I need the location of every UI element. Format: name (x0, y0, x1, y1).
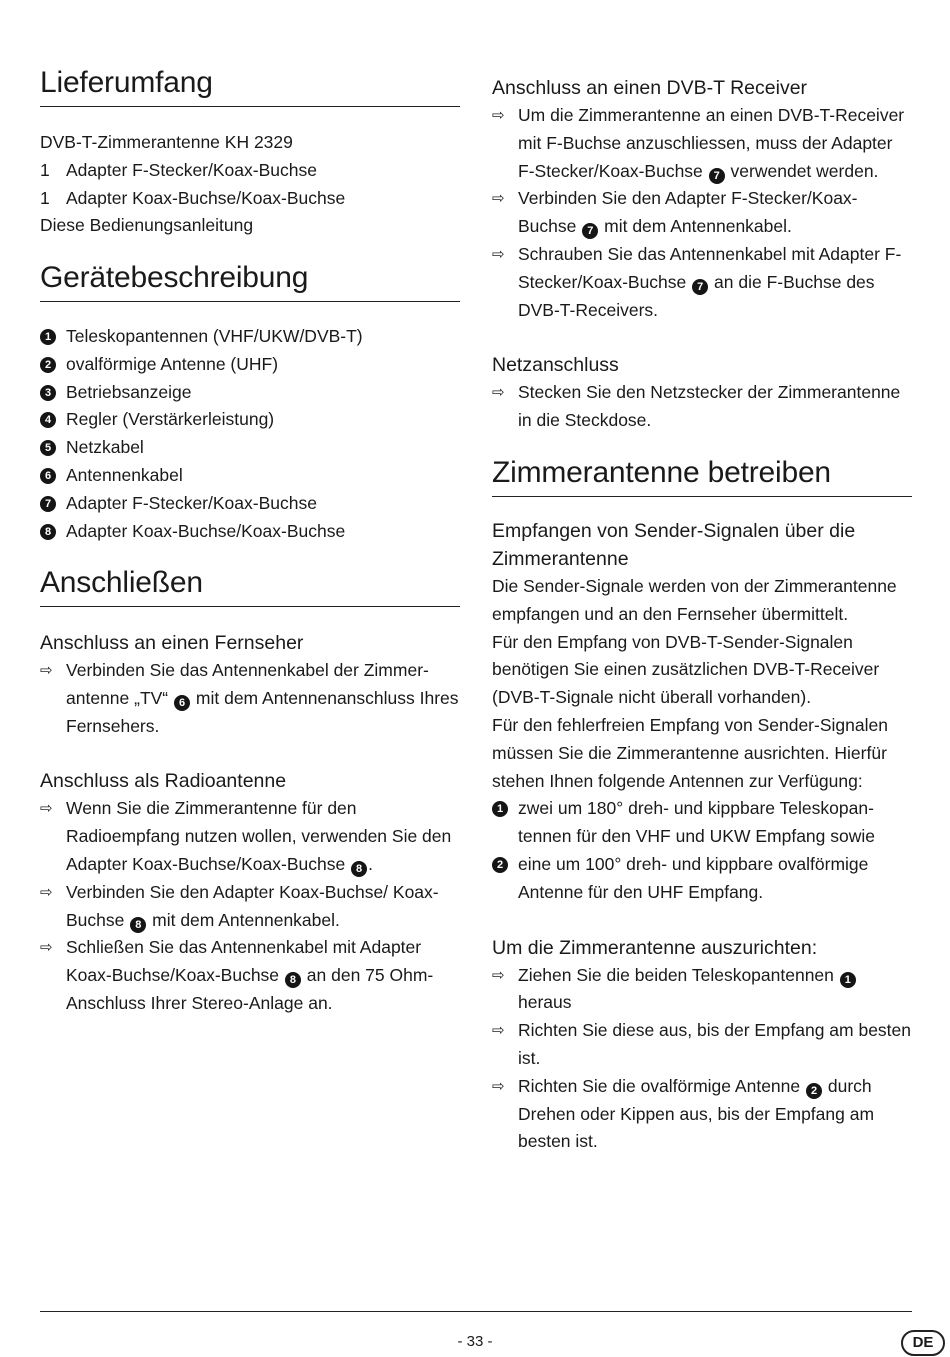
arrow-right-icon: ⇨ (492, 1022, 505, 1040)
list-item: 3 Betriebsanzeige (40, 379, 460, 407)
number-badge: 2 (40, 357, 56, 373)
paragraph: Die Sender-Signale werden von der Zimmerantenne empfangen und an den Fernseher übermittelt. (492, 576, 897, 624)
subheading-empfang: Empfangen von Sender-Signalen über die Zimmerantenne (492, 520, 856, 570)
number-badge: 8 (285, 972, 301, 988)
paragraph: Für den fehlerfreien Empfang von Sender-Signalen müssen Sie die Zimmerantenne ausrichten. Hierfür stehen Ihnen folgende Antennen zur Verfügung: (492, 714, 888, 791)
subheading-ausrichten: Um die Zimmerantenne auszurichten: (492, 936, 818, 959)
number-badge: 7 (40, 496, 56, 512)
list-item: 5 Netzkabel (40, 434, 460, 462)
arrow-right-icon: ⇨ (492, 107, 505, 124)
number-badge: 1 (840, 972, 856, 988)
list-item: 2 ovalförmige Antenne (UHF) (40, 351, 460, 379)
number-badge: 2 (492, 857, 508, 873)
arrow-right-icon: ⇨ (40, 939, 53, 957)
heading-lieferumfang: Lieferumfang (40, 66, 460, 107)
list-item: 6 Antennenkabel (40, 462, 460, 490)
number-badge: 6 (40, 468, 56, 484)
number-badge: 7 (692, 279, 708, 295)
heading-betreiben: Zimmerantenne betreiben (492, 456, 912, 497)
list-item: 8 Adapter Koax-Buchse/Koax-Buchse (40, 518, 460, 546)
instruction-step: ⇨ Schließen Sie das Antennenkabel mit Adapter Koax-Buchse/Koax-Buchse 8 an den 75 Ohm-Anschluss Ihrer Stereo-Anlage an. (40, 934, 460, 1017)
arrow-right-icon: ⇨ (40, 800, 53, 818)
scope-row: 1 Adapter Koax-Buchse/Koax-Buchse (40, 187, 346, 208)
arrow-right-icon: ⇨ (492, 245, 505, 263)
number-badge: 6 (174, 695, 190, 711)
instruction-step: ⇨ Verbinden Sie den Adapter Koax-Buchse/ Koax-Buchse 8 mit dem Antennenkabel. (40, 879, 460, 935)
list-item: 7 Adapter F-Stecker/Koax-Buchse (40, 490, 460, 518)
paragraph: Für den Empfang von DVB-T-Sender-Signalen benötigen Sie einen zusätzlichen DVB-T-Receiver (DVB-T-Signale nicht überall vorhanden). (492, 631, 880, 708)
number-badge: 7 (709, 168, 725, 184)
arrow-right-icon: ⇨ (40, 883, 53, 901)
section-betreiben (492, 456, 912, 1156)
section-lieferumfang (40, 66, 460, 240)
language-badge: DE (901, 1330, 945, 1356)
scope-line: DVB-T-Zimmerantenne KH 2329 (40, 132, 293, 152)
instruction-step: ⇨ Schrauben Sie das Antennenkabel mit Adapter F-Stecker/Koax-Buchse 7 an die F-Buchse des DVB-T-Receivers. (492, 241, 912, 324)
arrow-right-icon: ⇨ (40, 662, 53, 679)
instruction-step: ⇨ Richten Sie diese aus, bis der Empfang am besten ist. (492, 1017, 912, 1073)
arrow-right-icon: ⇨ (492, 1077, 505, 1095)
list-item: 1 Teleskopantennen (VHF/UKW/DVB-T) (40, 323, 460, 351)
instruction-step: ⇨ Ziehen Sie die beiden Teleskopantennen 1 heraus (492, 962, 912, 1018)
number-badge: 3 (40, 385, 56, 401)
section-dvbt (492, 74, 912, 324)
instruction-step: ⇨ Um die Zimmerantenne an einen DVB-T-Receiver mit F-Buchse anzuschliessen, muss der Adapter F-Stecker/Koax-Buchse 7 verwendet werden. (492, 102, 912, 185)
list-item: 4 Regler (Verstärkerleistung) (40, 406, 460, 434)
heading-anschliessen: Anschließen (40, 566, 460, 607)
number-badge: 4 (40, 412, 56, 428)
number-badge: 2 (806, 1083, 822, 1099)
subheading-netzanschluss: Netzanschluss (492, 354, 619, 376)
scope-row: 1 Adapter F-Stecker/Koax-Buchse (40, 159, 317, 180)
scope-line: Diese Bedienungsanleitung (40, 215, 254, 236)
arrow-right-icon: ⇨ (492, 966, 505, 984)
section-netzanschluss (492, 351, 912, 435)
section-geraetebeschreibung (40, 261, 460, 545)
instruction-step: ⇨ Stecken Sie den Netzstecker der Zimmerantenne in die Steckdose. (492, 379, 912, 435)
subheading-radio: Anschluss als Radioantenne (40, 770, 287, 793)
number-badge: 7 (582, 223, 598, 239)
subheading-fernseher: Anschluss an einen Fernseher (40, 632, 304, 654)
instruction-step: ⇨ Verbinden Sie den Adapter F-Stecker/Koax-Buchse 7 mit dem Antennenkabel. (492, 185, 912, 241)
instruction-step: ⇨ Wenn Sie die Zimmerantenne für den Radioempfang nutzen wollen, verwenden Sie den Adapter Koax-Buchse/Koax-Buchse 8 . (40, 795, 460, 878)
number-badge: 1 (492, 801, 508, 817)
number-badge: 8 (351, 861, 367, 877)
number-badge: 5 (40, 440, 56, 456)
arrow-right-icon: ⇨ (492, 384, 505, 401)
number-badge: 8 (40, 524, 56, 540)
list-item: 2 eine um 100° dreh- und kippbare ovalförmige Antenne für den UHF Empfang. (492, 851, 912, 907)
footer-divider (40, 1311, 912, 1312)
heading-geraetebeschreibung: Gerätebeschreibung (40, 261, 460, 302)
number-badge: 1 (40, 329, 56, 345)
subheading-dvbt: Anschluss an einen DVB-T Receiver (492, 77, 808, 99)
arrow-right-icon: ⇨ (492, 190, 505, 208)
instruction-step: ⇨ Verbinden Sie das Antennenkabel der Zimmer-antenne „TV“ 6 mit dem Antennenanschluss Ihres Fernsehers. (40, 657, 460, 740)
instruction-step: ⇨ Richten Sie die ovalförmige Antenne 2 durch Drehen oder Kippen aus, bis der Empfang am besten ist. (492, 1073, 912, 1156)
section-anschliessen (40, 566, 460, 1018)
number-badge: 8 (130, 917, 146, 933)
list-item: 1 zwei um 180° dreh- und kippbare Teleskopan-tennen für den VHF und UKW Empfang sowie (492, 795, 912, 851)
page-number: - 33 - (457, 1333, 493, 1350)
